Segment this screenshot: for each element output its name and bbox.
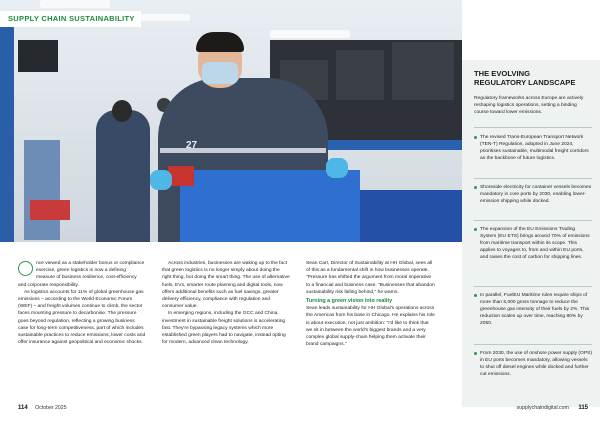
rack-post (0, 20, 14, 242)
page-number-right: 115 (578, 405, 588, 411)
reflective-stripe (160, 148, 326, 153)
sidebar-bullet (474, 134, 592, 162)
sidebar-bullet (474, 350, 592, 378)
storage-box (392, 42, 454, 100)
sidebar-bullet-text: From 2030, the use of onshore power supply (OPS) in EU ports becomes mandatory, allowing vessels to shut off diesel engines while docked and further cut emissions. (480, 351, 592, 377)
sidebar-divider (474, 344, 592, 345)
ceiling-light (270, 30, 350, 38)
footer-left (18, 405, 67, 411)
article-column-1 (18, 260, 146, 346)
background-worker (96, 110, 150, 242)
bullet-dot-icon (474, 186, 477, 189)
sidebar-divider (474, 178, 592, 179)
hero-photo (0, 0, 462, 242)
sidebar-bullet-text: The revised Trans-European Transport Network (TEN-T) Regulation, adopted in June 2024, prioritises sustainable, multimodal freight corridors as the backbone of future logistics. (480, 135, 589, 161)
sidebar-title-line2: REGULATORY LANDSCAPE (474, 78, 576, 87)
dropcap-o-icon (18, 261, 33, 276)
worker-badge-number: 27 (186, 140, 198, 151)
sidebar-title-line1: THE EVOLVING (474, 69, 530, 78)
ceiling-light (40, 0, 110, 8)
sidebar-bullet-text: In parallel, FuelEU Maritime rules require ships of more than 5,000 gross tonnage to reduce the greenhouse gas intensity of their fuels by 2%. This reduction scales up over time, reaching 80% by 2050. (480, 293, 590, 326)
sidebar-divider (474, 286, 592, 287)
sidebar-bullet (474, 292, 592, 327)
blue-tote (180, 170, 360, 242)
article-paragraph: As logistics accounts for 11% of global greenhouse gas emissions – according to the World Economic Forum (WEF) – and freight volumes continue to climb, the sector faces mounting pressure to decarbonise. The pressure goes beyond regulation, reflecting a growing business case for long-term competitiveness, part of which includes sustainable practices to reduce emissions, lower costs and offer insurance against geopolitical and economic shocks. (18, 289, 146, 346)
main-worker-hair (196, 32, 244, 52)
sidebar-bullet-text: The expansion of the EU Emissions Trading System (EU ETS) brings around 70% of emissions from maritime transport within its scope. This applies to voyages to, from and within EU ports, and raises the cost of carbon for shipping lines. (480, 227, 590, 260)
shelf-unit (24, 140, 60, 240)
red-crate (30, 200, 70, 220)
left-glove (150, 170, 172, 190)
sidebar-divider (474, 127, 592, 128)
bullet-dot-icon (474, 352, 477, 355)
article-column-2 (162, 260, 290, 346)
sidebar-bullet-text: Shoreside electricity for container vessels becomes mandatory in core ports by 2030, enabling lower-emission shipping while docked. (480, 185, 592, 204)
bullet-dot-icon (474, 136, 477, 139)
article-paragraph: Across industries, businesses are waking up to the fact that green logistics is no longer simply about doing the right thing, but doing the smart thing. The use of alternative fuels, EVs, smarter route planning and digital tools, now offers additional benefits such as fuel savings, greater delivery efficiency, compliance with regulation and consumer value. (162, 261, 290, 310)
right-glove (326, 158, 348, 178)
issue-date: October 2025 (35, 405, 67, 411)
monitor-screen (18, 40, 58, 72)
background-worker-head (112, 100, 132, 122)
sidebar-bullet (474, 184, 592, 205)
article-paragraph: nce viewed as a stakeholder bonus or compliance exercise, green logistics is now a defining measure of business resilience, cost-efficiency and corporate responsibility. (18, 261, 145, 288)
article-column-3 (306, 260, 436, 348)
site-url[interactable]: supplychaindigital.com (516, 405, 569, 411)
sidebar-divider (474, 220, 592, 221)
sidebar-intro: Regulatory frameworks across Europe are actively reshaping logistics operations, setting a binding course toward lower emissions. (474, 96, 584, 115)
article-subhead: Turning a green vision into reality (306, 298, 393, 305)
section-label: SUPPLY CHAIN SUSTAINABILITY (0, 11, 141, 27)
face-mask (202, 62, 238, 84)
storage-box (336, 50, 384, 100)
sidebar-title (474, 69, 592, 87)
bullet-dot-icon (474, 228, 477, 231)
footer-right (517, 405, 588, 411)
article-paragraph: Sean leads sustainability for HH Global's operations across the Americas from his base in Chicago. He explains his role is about execution, not just ambition: "I'd like to think that we sit in between the world's biggest brands and a very complex global supply-chain helping them activate their brand campaigns." (306, 306, 435, 348)
page-number-left: 114 (18, 405, 28, 411)
bullet-dot-icon (474, 294, 477, 297)
article-paragraph: Sean Carr, Director of Sustainability at HH Global, sees all of this as a fundamental shift in how businesses operate. "Pressure has shifted the argument from moral imperative to a financial and business case. "Businesses that abandon sustainability risk falling behind," he warns. (306, 261, 435, 295)
sidebar-bullet (474, 226, 592, 261)
article-paragraph: In emerging regions, including the GCC and China, investment in sustainable freight solutions is accelerating fast. They're bypassing legacy systems which more established green players had to navigate, instead opting for modern, advanced clean technology. (162, 311, 286, 346)
blue-crate (360, 190, 462, 242)
regulatory-sidebar (462, 60, 600, 407)
